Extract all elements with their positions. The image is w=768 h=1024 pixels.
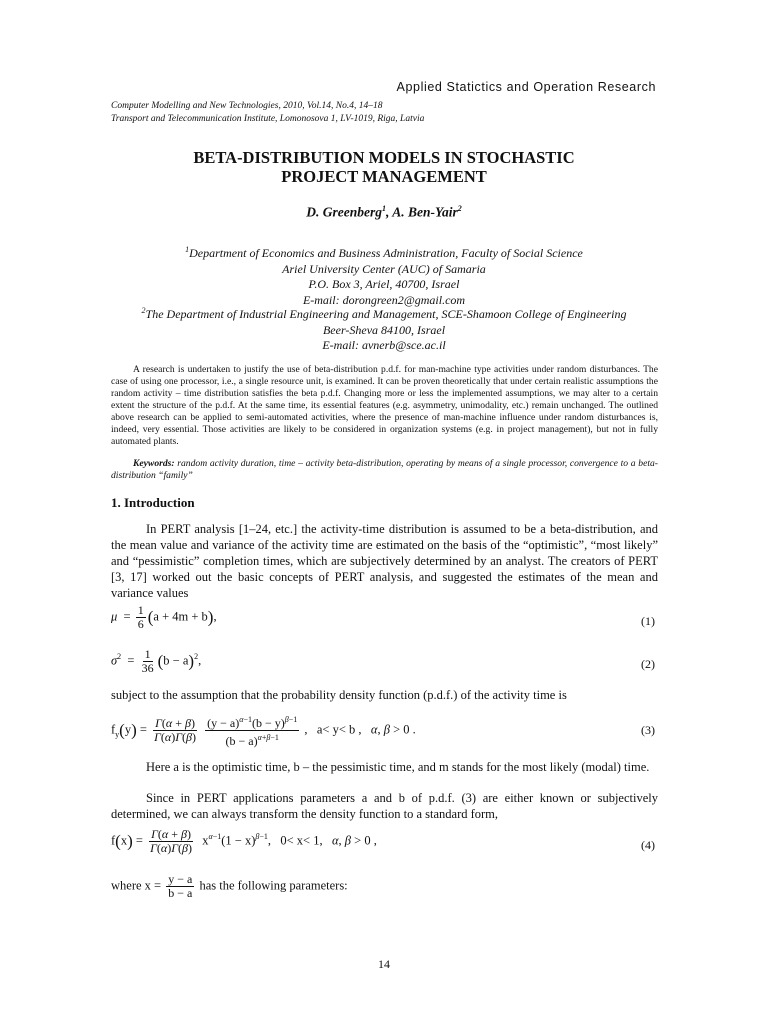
keywords-label: Keywords: bbox=[133, 458, 175, 469]
affiliation-1-department: Department of Economics and Business Administration, Faculty of Social Science bbox=[189, 246, 583, 260]
pdf-assumption-text: subject to the assumption that the probability density function (p.d.f.) of the activity time is bbox=[111, 688, 567, 702]
keywords-text: random activity duration, time – activity beta-distribution, operating by means of a single processor, convergence to a beta-distribution “family” bbox=[111, 458, 658, 481]
where-suffix: has the following parameters: bbox=[196, 878, 348, 893]
authors bbox=[0, 204, 768, 221]
author-2-affiliation-mark: 2 bbox=[457, 204, 462, 213]
parameter-definitions: Here a is the optimistic time, b – the pessimistic time, and m stands for the most likely (modal) time. bbox=[146, 760, 650, 774]
author-2: A. Ben-Yair bbox=[392, 204, 458, 220]
equation-3: $f_y(y)$ = $\frac{\Gamma(\alpha + \beta)}{\Gamma(\alpha)\Gamma(\beta)}$ $\frac{(y - a)^{\alpha-1}(b - y)^{\beta-1}}{(b - a)^{\alpha+\beta-1}}$ , a< y< b , α, β > 0 . bbox=[111, 715, 416, 748]
affiliation-1-email: E-mail: dorongreen2@gmail.com bbox=[302, 292, 466, 307]
journal-address: Transport and Telecommunication Institute, Lomonosova 1, LV-1019, Riga, Latvia bbox=[111, 114, 425, 124]
standard-form-text: Since in PERT applications parameters a and b of p.d.f. (3) are either known or subjectively determined, we can always transform the density function to a standard form, bbox=[111, 791, 658, 821]
keywords bbox=[111, 458, 658, 482]
affiliation-2-address: Beer-Sheva 84100, Israel bbox=[322, 322, 446, 337]
equation-2-number: (2) bbox=[641, 657, 655, 671]
author-1-affiliation-mark: 1 bbox=[381, 204, 386, 213]
page-number: 14 bbox=[378, 957, 390, 971]
paper-title-line1: BETA-DISTRIBUTION MODELS IN STOCHASTIC bbox=[193, 148, 575, 167]
affiliation-2-mark: 2 bbox=[141, 306, 146, 315]
equation-4: f(x) = $\frac{\Gamma(\alpha + \beta)}{\Gamma(\alpha)\Gamma(\beta)}$ $x^{\alpha-1}(1 - x)^{\beta-1}$, 0< x< 1, α, β > 0 , bbox=[111, 827, 377, 855]
journal-citation: Computer Modelling and New Technologies, 2010, Vol.14, No.4, 14–18 bbox=[111, 101, 383, 111]
affiliation-1-mark: 1 bbox=[185, 245, 190, 254]
affiliation-1-address: P.O. Box 3, Ariel, 40700, Israel bbox=[308, 277, 460, 291]
standardization-line: where x = $\frac{y - a}{b - a}$ has the following parameters: bbox=[111, 872, 348, 900]
running-title: Applied Statictics and Operation Research bbox=[396, 80, 656, 94]
abstract: A research is undertaken to justify the use of beta-distribution p.d.f. for man-machine type activities under random disturbances. The case of using one processor, i.e., a single resource unit, is examined. It can be proven theoretically that under certain realistic assumptions the random activity – time distribution satisfies the beta p.d.f. Changing more or less the implemented assumptions, we may alter to a certain extent the structure of the p.d.f. At the same time, its essential features (e.g. asymmetry, unimodality, etc.) remain unchanged. The outlined above research can be applied to semi-automated activities, where the presence of man-machine influence under random disturbances is, indeed, very essential. Those activities are likely to be considered in organization systems (e.g. in project management), but not in fully automated plants. bbox=[111, 364, 658, 447]
equation-4-number: (4) bbox=[641, 838, 655, 852]
section-heading: 1. Introduction bbox=[111, 495, 195, 510]
equation-1: μ = $\frac{1}{6}$ (a + 4m + b), bbox=[111, 603, 217, 631]
equation-2: $\sigma^2$ = $\frac{1}{36}$ $(b - a)^2$, bbox=[111, 647, 202, 675]
affiliation-1 bbox=[0, 242, 768, 308]
where-prefix: where x = bbox=[111, 878, 165, 893]
author-separator: , bbox=[385, 204, 393, 220]
intro-paragraph: In PERT analysis [1–24, etc.] the activity-time distribution is assumed to be a beta-distribution, and the mean value and variance of the activity time are estimated on the basis of the “optimistic”, “most likely” and “pessimistic” completion times, which are subjectively determined by an analyst. The creators of PERT [3, 17] worked out the basic concepts of PERT analysis, and suggested the estimates of the mean and variance values bbox=[111, 522, 658, 600]
author-1: D. Greenberg bbox=[306, 204, 382, 220]
affiliation-2-department: The Department of Industrial Engineering and Management, SCE-Shamoon College of Engineering bbox=[145, 307, 627, 321]
affiliation-2-email: E-mail: avnerb@sce.ac.il bbox=[322, 338, 446, 352]
equation-1-number: (1) bbox=[641, 614, 655, 628]
affiliation-2 bbox=[0, 303, 768, 354]
affiliation-1-university: Ariel University Center (AUC) of Samaria bbox=[282, 261, 486, 276]
paper-title-line2: PROJECT MANAGEMENT bbox=[281, 167, 487, 186]
equation-3-number: (3) bbox=[641, 723, 655, 737]
